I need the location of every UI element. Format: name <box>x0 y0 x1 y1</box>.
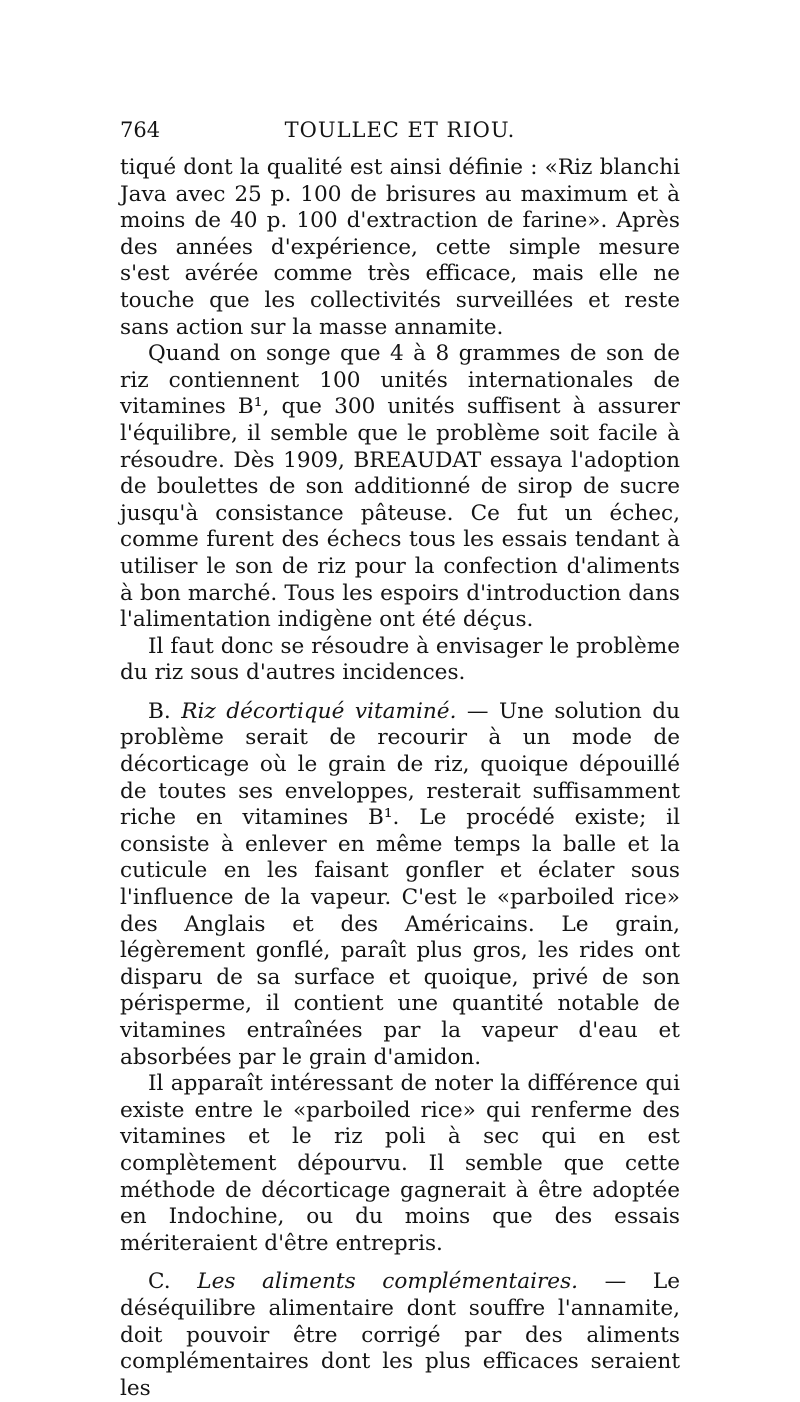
paragraph-continuation: tiqué dont la qualité est ainsi définie : «Riz blanchi Java avec 25 p. 100 de brisures au maximum et à moins de 40 p. 100 d'extraction de farine». Après des années d'expérience, cette simple mesure s'est avérée comme très efficace, mais elle ne touche que les collectivités surveillées et reste sans action sur la masse annamite. <box>120 155 680 340</box>
section-c-label: C. <box>148 1269 198 1295</box>
page-number: 764 <box>120 118 161 142</box>
running-title: TOULLEC ET RIOU. <box>284 118 516 142</box>
section-b-text: — Une solution du problème serait de recourir à un mode de décorticage où le grain de riz, quoique dépouillé de toutes ses enveloppes, resterait suffisamment riche en vitamines B¹. Le procédé existe; il consiste à enlever en même temps la balle et la cuticule en les faisant gonfler et éclater sous l'influence de la vapeur. C'est le «parboiled rice» des Anglais et des Américains. Le grain, légèrement gonflé, paraît plus gros, les rides ont disparu de sa surface et quoique, privé de son périsperme, il contient une quantité notable de vitamines entraînées par la vapeur d'eau et absorbées par le grain d'amidon. <box>120 698 680 1070</box>
section-c-text: — Le déséquilibre alimentaire dont souffre l'annamite, doit pouvoir être corrigé par des aliments complémentaires dont les plus efficaces seraient les <box>120 1269 680 1401</box>
section-b-paragraph <box>120 699 680 1071</box>
section-c-title: Les aliments complémentaires. <box>197 1269 579 1295</box>
section-b-title: Riz décortiqué vitaminé. <box>181 698 457 724</box>
body-text <box>120 155 680 1402</box>
section-c-paragraph <box>120 1269 680 1402</box>
section-b-label: B. <box>148 698 182 724</box>
paragraph-parboiled: Il apparaît intéressant de noter la différence qui existe entre le «parboiled rice» qui renferme des vitamines et le riz poli à sec qui en est complètement dépourvu. Il semble que cette méthode de décorticage gagnerait à être adoptée en Indochine, ou du moins que des essais mériteraient d'être entrepris. <box>120 1071 680 1256</box>
paragraph-conclusion: Il faut donc se résoudre à envisager le problème du riz sous d'autres incidences. <box>120 633 680 686</box>
page-header <box>120 118 680 150</box>
paragraph-bran-vitamins: Quand on songe que 4 à 8 grammes de son de riz contiennent 100 unités internationales de vitamines B¹, que 300 unités suffisent à assurer l'équilibre, il semble que le problème soit facile à résoudre. Dès 1909, BREAUDAT essaya l'adoption de boulettes de son additionné de sirop de sucre jusqu'à consistance pâteuse. Ce fut un échec, comme furent des échecs tous les essais tendant à utiliser le son de riz pour la confection d'aliments à bon marché. Tous les espoirs d'introduction dans l'alimentation indigène ont été déçus. <box>120 341 680 633</box>
